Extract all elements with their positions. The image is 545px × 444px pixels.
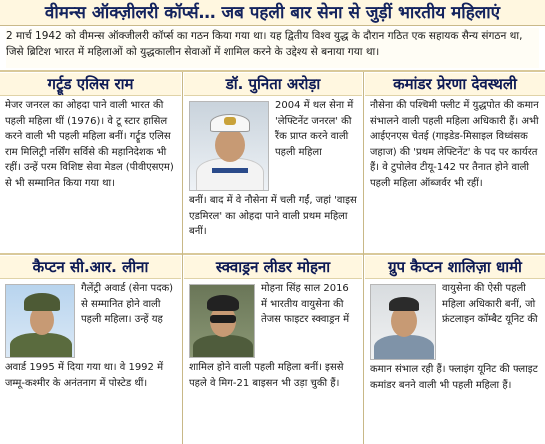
headline: वीमन्स ऑक्ज़ीलरी कॉर्प्स… जब पहली बार सेना से जुड़ीं भारतीय महिलाएं — [0, 0, 545, 26]
divider-middle — [0, 253, 545, 255]
panel-text-below: शामिल होने वाली पहली महिला बनीं। इससे पहले वे मिग-21 बाइसन भी उड़ा चुकी हैं। — [189, 362, 344, 389]
panel-text-below: बनीं। बाद में वे नौसेना में चली गईं, जहां 'वाइस एडमिरल' का ओहदा पाने वाली प्रथम महिला बनीं। — [189, 195, 357, 237]
divider-top — [0, 70, 545, 72]
panel-title: स्क्वाड्रन लीडर मोहना — [184, 256, 362, 279]
intro-paragraph: 2 मार्च 1942 को वीमन्स ऑक्जीलरी कॉर्प्स का गठन किया गया था। यह द्वितीय विश्व युद्ध के दौरान गठित एक सहायक सैन्य संगठन था, जिसे ब्रिटिश भारत में महिलाओं को युद्धकालीन सेवाओं में शामिल करने के उद्देश्य से बनाया गया था। — [6, 28, 539, 68]
panel-text-side: वायुसेना की ऐसी पहली महिला अधिकारी बनीं, जो फ्रंटलाइन कॉम्बैट यूनिट की — [442, 283, 538, 325]
panel-prerna-deosthalee — [365, 73, 545, 252]
panel-text: नौसेना की पश्चिमी फ्लीट में युद्धपोत की कमान संभालने वाली पहली महिला अधिकारी हैं। अभी आईएनएस चेतई (गाइडेड-मिसाइल विध्वंसक जहाज) की 'प्रथम लेफ्टिनेंट' के पद पर कार्यरत हैं। वे टुपोलेव टीयू-142 पर तैनात होने वाली पहली महिला ऑब्जर्वर भी रहीं। — [370, 100, 539, 189]
officer-portrait-icon — [5, 284, 75, 358]
officer-portrait-icon — [370, 284, 436, 360]
panel-text-side: मोहना सिंह साल 2016 में भारतीय वायुसेना की तेजस फाइटर स्क्वाड्रन में — [261, 283, 350, 325]
panel-shaliza-dhami — [365, 256, 545, 444]
officer-portrait-icon — [189, 101, 269, 191]
panel-text-below: अवार्ड 1995 में दिया गया था। वे 1992 में जम्मू-कश्मीर के अनंतनाग में पोस्टेड थीं। — [5, 362, 164, 389]
panel-title: डॉ. पुनिता अरोड़ा — [184, 73, 362, 96]
panel-gertrude-ram — [0, 73, 181, 252]
panel-title: कमांडर प्रेरणा देवस्थली — [365, 73, 545, 96]
panel-text: मेजर जनरल का ओहदा पाने वाली भारत की पहली महिला थीं (1976)। वे टू स्टार हासिल करने वाली भी पहली महिला बनीं। गर्ट्रूड एलिस राम मिलिट्री नर्सिंग सर्विसे की महानिदेशक भी रहीं। उन्हें परम विशिष्ट सेवा मेडल (पीवीएसएम) से भी सम्मानित किया गया था। — [5, 100, 174, 189]
pilot-portrait-icon — [189, 284, 255, 358]
panel-title: कैप्टन सी.आर. लीना — [0, 256, 181, 279]
panel-punita-arora — [184, 73, 362, 252]
panel-title: गर्ट्रूड एलिस राम — [0, 73, 181, 96]
panel-text-side: 2004 में थल सेना में 'लेफ्टिनेंट जनरल' की रैंक प्राप्त करने वाली पहली महिला — [275, 100, 354, 158]
divider-col-2 — [363, 72, 364, 444]
panel-mohana-singh — [184, 256, 362, 444]
panel-cr-leena — [0, 256, 181, 444]
panel-title: ग्रुप कैप्टन शालिज़ा धामी — [365, 256, 545, 279]
divider-col-1 — [182, 72, 183, 444]
panel-text-below: कमान संभाल रही हैं। फ्लाइंग यूनिट की फ्लाइट कमांडर बनने वाली भी पहली महिला हैं। — [370, 364, 538, 391]
panel-text-side: गैलेंट्री अवार्ड (सेना पदक) से सम्मानित होने वाली पहली महिला। उन्हें यह — [81, 283, 174, 325]
